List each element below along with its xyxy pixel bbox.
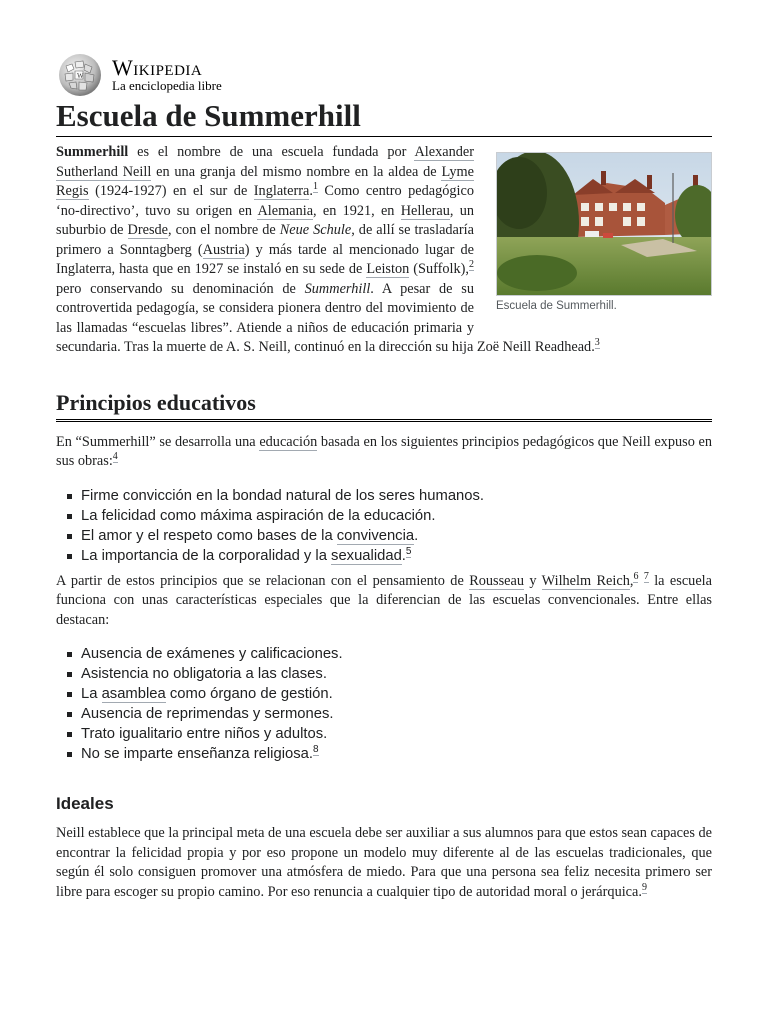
text: (1924-1927) en el sur de (88, 183, 254, 199)
ref-link[interactable]: 7 (643, 570, 649, 582)
text: y (524, 572, 542, 589)
text: , con el nombre de (168, 222, 280, 238)
text: pero conservando su denominación de (56, 280, 305, 297)
link-hellerau[interactable]: Hellerau (400, 202, 450, 219)
ref-link[interactable]: 1 (312, 181, 318, 193)
link-wilhelm-reich[interactable]: Wilhelm Reich (541, 572, 630, 589)
list-item: Trato igualitario entre niños y adultos. (81, 724, 712, 744)
ref-link[interactable]: 9 (641, 881, 647, 893)
link-austria[interactable]: Austria (202, 241, 245, 258)
wikipedia-wordmark[interactable] (112, 57, 222, 93)
text: El amor y el respeto como bases de la (81, 527, 337, 544)
page-title: Escuela de Summerhill (56, 98, 712, 137)
principles-paragraph-2 (56, 572, 712, 631)
text: la escuela funciona con unas características especiales que la diferencian de las escuelas convencionales. Entre ellas destacan: (56, 572, 712, 628)
text: como órgano de gestión. (165, 686, 333, 702)
list-item: La felicidad como máxima aspiración de la educación. (81, 506, 712, 526)
text: . (401, 547, 406, 564)
text: . A pesar de su controvertida pedagogía, se considera pionera dentro del movimiento de las llamadas “escuelas libres”. Atiende a niños de educación primaria y secundaria. Tras la muerte de A. S. Neill, continuó en la dirección su hija Zoë Neill Readhead. (56, 280, 595, 355)
link-sexualidad[interactable]: sexualidad (331, 547, 402, 564)
link-inglaterra[interactable]: Inglaterra (253, 183, 310, 199)
svg-text:W: W (77, 72, 84, 80)
link-asamblea[interactable]: asamblea (101, 686, 166, 702)
link-educacion[interactable]: educación (259, 433, 318, 450)
intro-paragraph: Summerhill es el nombre de una escuela fundada por Alexander Sutherland Neill en una granja del mismo nombre en la aldea de Lyme Regis (1924-1927) en el sur de Inglaterra.$^1$ Como centro pedagógico ‘no-directivo’, tuvo su origen en Alemania, en 1921, en Hellerau, un suburbio de Dresde, con el nombre de Neue Schule, de allí se trasladaría primero a Sonntagberg (Austria) y más tarde al mencionado lugar de Inglaterra, hasta que en 1927 se instaló en su sede de Leiston (Suffolk),$^2$ pero conservando su denominación de Summerhill. A pesar de su controvertida pedagogía, se considera pionera dentro del movimiento de las llamadas “escuelas libres”. Atiende a niños de educación primaria y secundaria. Tras la muerte de A. S. Neill, continuó en la dirección su hija Zoë Neill Readhead.$^3$ (56, 144, 600, 355)
text: A partir de estos principios que se relacionan con el pensamiento de (56, 572, 470, 589)
ref-link[interactable]: 6 (633, 570, 639, 582)
text: No se imparte enseñanza religiosa. (81, 746, 313, 762)
ref-6[interactable] (633, 571, 638, 583)
list-item: Firme convicción en la bondad natural de los seres humanos. (81, 486, 712, 506)
list-item: Asistencia no obligatoria a las clases. (81, 664, 712, 684)
text: Neill establece que la principal meta de una escuela debe ser auxiliar a sus alumnos para que estos sean capaces de encontrar la felicidad propia y por eso propone un modelo muy diferente al de las escuelas tradicionales, que según él solo consiguen promover una atmósfera de miedo. Para que una persona sea feliz necesita primero ser libre para escoger su propio camino. Por eso renuncia a cualquier tipo de autoridad moral o jerárquica. (56, 825, 712, 900)
ref-link[interactable]: 5 (405, 545, 412, 557)
italic-neue-schule: Neue Schule (279, 222, 352, 238)
ref-3[interactable] (595, 337, 600, 349)
ref-link[interactable]: 2 (469, 259, 474, 271)
text: , (629, 572, 634, 589)
link-alexander-sutherland-neill[interactable]: Alexander Sutherland Neill (56, 144, 474, 180)
text: . (414, 527, 419, 544)
ref-link[interactable]: 4 (112, 451, 118, 463)
ref-5[interactable] (406, 546, 412, 558)
ref-4[interactable] (113, 451, 118, 463)
text: , un suburbio de (56, 202, 475, 238)
italic-summerhill: Summerhill (304, 280, 371, 297)
summerhill-school-image[interactable] (496, 152, 712, 296)
text: La (81, 686, 102, 702)
link-leiston[interactable]: Leiston (366, 261, 410, 277)
link-lyme-regis[interactable]: Lyme Regis (56, 163, 474, 199)
text: La importancia de la corporalidad y la (81, 547, 332, 564)
list-item (81, 684, 712, 704)
text: ) y más tarde al mencionado lugar de Inglaterra, hasta que en 1927 se instaló en su sede de (56, 241, 474, 277)
list-item: Ausencia de reprimendas y sermones. (81, 704, 712, 724)
ref-8[interactable] (313, 744, 319, 756)
intro-bold-term: Summerhill (56, 144, 129, 160)
ideales-paragraph (56, 824, 712, 902)
section-heading-ideales: Ideales (56, 794, 114, 813)
link-dresde[interactable]: Dresde (127, 222, 169, 238)
text: Como centro pedagógico ‘no-directivo’, tuvo su origen en (56, 183, 474, 219)
link-rousseau[interactable]: Rousseau (469, 572, 524, 589)
text: es el nombre de una escuela fundada por (128, 144, 415, 160)
section-heading-principios: Principios educativos (56, 390, 712, 422)
site-header[interactable] (56, 52, 712, 98)
wikipedia-globe-icon[interactable] (56, 52, 104, 98)
brand-name: Wikipedia (112, 55, 203, 80)
link-convivencia[interactable]: convivencia (336, 527, 415, 544)
text: en una granja del mismo nombre en la aldea de (151, 163, 442, 180)
text: basada en los siguientes principios pedagógicos que Neill expuso en sus obras: (56, 433, 712, 469)
list-item: Ausencia de exámenes y calificaciones. (81, 644, 712, 664)
text: , en 1921, en (313, 202, 401, 219)
characteristics-list (56, 644, 712, 764)
intro-section (56, 143, 712, 358)
ref-9[interactable] (642, 882, 647, 894)
brand-tagline: La enciclopedia libre (112, 78, 222, 93)
ref-2[interactable] (469, 259, 474, 271)
figure-caption: Escuela de Summerhill. (496, 300, 617, 312)
principles-intro-paragraph (56, 433, 712, 472)
list-item (81, 526, 712, 546)
ref-link[interactable]: 8 (312, 744, 319, 756)
text: (Suffolk), (409, 261, 469, 277)
ref-link[interactable]: 3 (594, 337, 600, 349)
text: En “Summerhill” se desarrolla una (56, 433, 260, 450)
link-alemania[interactable]: Alemania (257, 202, 314, 219)
text: , de allí se trasladaría primero a Sonntagberg ( (56, 222, 474, 258)
list-item (81, 744, 712, 764)
article-page (56, 52, 712, 902)
principles-list (56, 486, 712, 566)
figure (496, 152, 712, 314)
list-item (81, 546, 712, 566)
